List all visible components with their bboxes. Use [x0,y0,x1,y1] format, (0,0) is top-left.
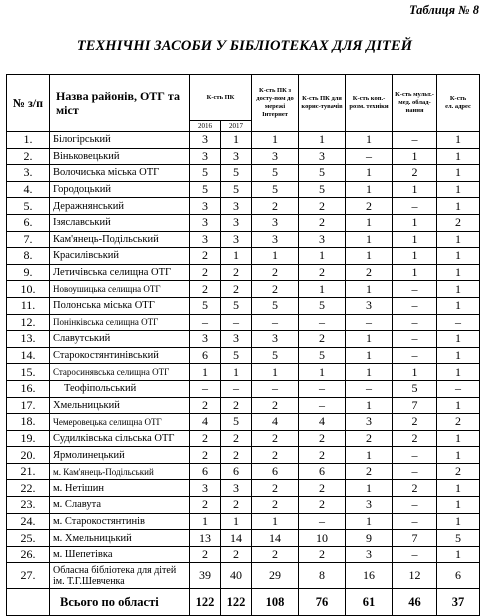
pc-users: 1 [299,132,346,149]
pc-2016: 3 [190,231,221,248]
multimedia: – [393,463,437,480]
pc-internet: 3 [252,148,299,165]
table-row [7,297,480,314]
pc-users: 1 [299,248,346,265]
row-name: м. Хмельницький [50,530,190,547]
e-address: 2 [437,214,480,231]
pc-2017: 1 [221,248,252,265]
multimedia: – [393,281,437,298]
row-number: 21. [7,463,50,480]
pc-2016: 3 [190,148,221,165]
pc-internet: 2 [252,430,299,447]
row-number: 8. [7,248,50,265]
pc-2017: 2 [221,430,252,447]
row-name: Ізяславський [50,214,190,231]
pc-internet: 1 [252,364,299,381]
row-number: 24. [7,513,50,530]
pc-2016: 1 [190,513,221,530]
pc-2017: 5 [221,297,252,314]
pc-2016: 2 [190,546,221,563]
header-copy-tech: К-сть коп.-розм. техніки [346,75,393,132]
pc-users: 6 [299,463,346,480]
row-number: 18. [7,414,50,431]
pc-internet: 2 [252,397,299,414]
total-users: 76 [299,589,346,616]
e-address: 1 [437,513,480,530]
pc-2017: 2 [221,447,252,464]
row-name: Обласна бібліотека для дітей ім. Т.Г.Шевченка [50,563,190,589]
pc-users: – [299,513,346,530]
pc-2016: 4 [190,414,221,431]
multimedia: 12 [393,563,437,589]
table-row [7,513,480,530]
table-row [7,198,480,215]
total-row [7,589,480,616]
pc-2016: 2 [190,447,221,464]
row-number: 17. [7,397,50,414]
row-name: Понінківська селищна ОТГ [50,314,190,331]
pc-internet: 2 [252,281,299,298]
row-name: Новоушицька селищна ОТГ [50,281,190,298]
copy-tech: 9 [346,530,393,547]
multimedia: 1 [393,248,437,265]
pc-internet: 2 [252,546,299,563]
pc-2016: 3 [190,480,221,497]
row-name: Білогірський [50,132,190,149]
total-multimedia: 46 [393,589,437,616]
e-address: 1 [437,231,480,248]
e-address: 1 [437,430,480,447]
pc-internet: 3 [252,331,299,348]
pc-users: 2 [299,546,346,563]
table-row [7,214,480,231]
row-name: м. Славута [50,497,190,514]
row-number: 22. [7,480,50,497]
total-2016: 122 [190,589,221,616]
row-name: м. Шепетівка [50,546,190,563]
row-name: Деражнянський [50,198,190,215]
table-row [7,430,480,447]
header-pc: К-сть ПК [190,75,252,121]
pc-users: 1 [299,364,346,381]
pc-internet: 3 [252,214,299,231]
pc-internet: 2 [252,480,299,497]
multimedia: 7 [393,530,437,547]
row-number: 1. [7,132,50,149]
pc-2017: 5 [221,414,252,431]
table-row [7,563,480,589]
row-number: 16. [7,380,50,397]
pc-2016: 2 [190,248,221,265]
multimedia: – [393,297,437,314]
pc-2017: 40 [221,563,252,589]
pc-2016: 13 [190,530,221,547]
row-name: Кам'янець-Подільський [50,231,190,248]
pc-internet: 4 [252,414,299,431]
row-number: 27. [7,563,50,589]
copy-tech: 1 [346,513,393,530]
copy-tech: 1 [346,248,393,265]
pc-2017: 3 [221,231,252,248]
table-row [7,165,480,182]
pc-users: 1 [299,281,346,298]
total-number [7,589,50,616]
multimedia: 2 [393,480,437,497]
pc-internet: 2 [252,198,299,215]
total-internet: 108 [252,589,299,616]
pc-internet: 1 [252,132,299,149]
pc-users: – [299,397,346,414]
copy-tech: 16 [346,563,393,589]
pc-2016: 2 [190,397,221,414]
pc-users: 4 [299,414,346,431]
pc-2017: – [221,314,252,331]
page-title: ТЕХНІЧНІ ЗАСОБИ У БІБЛІОТЕКАХ ДЛЯ ДІТЕЙ [76,38,413,54]
e-address: 1 [437,165,480,182]
table-row [7,248,480,265]
pc-users: 5 [299,297,346,314]
e-address: 5 [437,530,480,547]
multimedia: 1 [393,364,437,381]
table-row [7,181,480,198]
pc-2016: 1 [190,364,221,381]
table-row [7,231,480,248]
pc-2017: 5 [221,165,252,182]
row-number: 26. [7,546,50,563]
row-name: м. Старокостянтинів [50,513,190,530]
multimedia: 2 [393,430,437,447]
table-row [7,264,480,281]
pc-2016: 2 [190,281,221,298]
row-name: Старокостянтинівський [50,347,190,364]
pc-2017: 1 [221,364,252,381]
pc-2017: 2 [221,281,252,298]
pc-users: 3 [299,231,346,248]
pc-2016: 6 [190,463,221,480]
copy-tech: 3 [346,414,393,431]
pc-internet: 5 [252,347,299,364]
table-row [7,347,480,364]
e-address: 1 [437,397,480,414]
pc-internet: 29 [252,563,299,589]
copy-tech: 3 [346,497,393,514]
pc-2017: 2 [221,397,252,414]
pc-2017: 6 [221,463,252,480]
header-pc-users: К-сть ПК для корис-тувачів [299,75,346,132]
pc-2016: 2 [190,264,221,281]
copy-tech: – [346,380,393,397]
copy-tech: 2 [346,264,393,281]
e-address: 1 [437,181,480,198]
copy-tech: 2 [346,198,393,215]
multimedia: – [393,546,437,563]
multimedia: 1 [393,231,437,248]
table-row [7,132,480,149]
e-address: 1 [437,297,480,314]
e-address: 6 [437,563,480,589]
e-address: 1 [437,148,480,165]
copy-tech: 3 [346,546,393,563]
pc-2016: – [190,314,221,331]
row-number: 9. [7,264,50,281]
row-name: м. Нетішин [50,480,190,497]
pc-2017: 2 [221,546,252,563]
table-row [7,281,480,298]
pc-internet: 2 [252,264,299,281]
table-row [7,447,480,464]
row-number: 19. [7,430,50,447]
pc-internet: 5 [252,181,299,198]
header-pc-internet: К-сть ПК з досту-пом до мережі Інтернет [252,75,299,132]
multimedia: 2 [393,414,437,431]
row-number: 6. [7,214,50,231]
row-number: 3. [7,165,50,182]
pc-2016: 5 [190,297,221,314]
pc-2017: 3 [221,480,252,497]
multimedia: 1 [393,264,437,281]
pc-internet: 1 [252,513,299,530]
copy-tech: 1 [346,480,393,497]
row-number: 7. [7,231,50,248]
multimedia: 5 [393,380,437,397]
pc-2016: 3 [190,331,221,348]
pc-2017: 1 [221,132,252,149]
row-name: Красилівський [50,248,190,265]
e-address: 1 [437,447,480,464]
pc-2016: 6 [190,347,221,364]
pc-users: – [299,380,346,397]
row-number: 25. [7,530,50,547]
e-address: 1 [437,248,480,265]
pc-users: 2 [299,430,346,447]
e-address: 2 [437,463,480,480]
e-address: 2 [437,414,480,431]
row-name: Судилківська сільська ОТГ [50,430,190,447]
table-row [7,546,480,563]
pc-internet: 5 [252,297,299,314]
pc-2016: 5 [190,181,221,198]
table-body [7,132,480,589]
pc-internet: 5 [252,165,299,182]
pc-users: 2 [299,497,346,514]
row-number: 15. [7,364,50,381]
multimedia: – [393,347,437,364]
table-row [7,397,480,414]
table-row [7,380,480,397]
header-multimedia: К-сть мульт.-мед. облад-нання [393,75,437,132]
multimedia: – [393,314,437,331]
row-number: 23. [7,497,50,514]
multimedia: – [393,513,437,530]
e-address: 1 [437,347,480,364]
row-name: Віньковецький [50,148,190,165]
pc-users: 2 [299,198,346,215]
pc-users: 3 [299,148,346,165]
row-number: 12. [7,314,50,331]
pc-2016: – [190,380,221,397]
row-name: м. Кам'янець-Подільський [50,463,190,480]
pc-2017: 3 [221,198,252,215]
pc-internet: 1 [252,248,299,265]
table-row [7,331,480,348]
pc-internet: 2 [252,447,299,464]
copy-tech: 1 [346,364,393,381]
multimedia: 1 [393,148,437,165]
pc-2017: 2 [221,264,252,281]
e-address: – [437,314,480,331]
pc-2016: 39 [190,563,221,589]
row-number: 10. [7,281,50,298]
multimedia: – [393,132,437,149]
pc-internet: 2 [252,497,299,514]
row-number: 20. [7,447,50,464]
pc-users: 8 [299,563,346,589]
row-number: 14. [7,347,50,364]
e-address: 1 [437,264,480,281]
pc-2016: 3 [190,132,221,149]
copy-tech: 1 [346,281,393,298]
multimedia: – [393,447,437,464]
e-address: 1 [437,480,480,497]
table-row [7,314,480,331]
pc-2016: 5 [190,165,221,182]
copy-tech: – [346,314,393,331]
pc-2017: – [221,380,252,397]
copy-tech: 1 [346,397,393,414]
copy-tech: 1 [346,447,393,464]
pc-2017: 3 [221,148,252,165]
copy-tech: 3 [346,297,393,314]
pc-2016: 3 [190,214,221,231]
e-address: 1 [437,281,480,298]
row-name: Ярмолинецький [50,447,190,464]
multimedia: – [393,497,437,514]
pc-2017: 2 [221,497,252,514]
row-name: Чемеровецька селищна ОТГ [50,414,190,431]
pc-users: – [299,314,346,331]
total-label: Всього по області [50,589,190,616]
pc-users: 5 [299,165,346,182]
row-number: 4. [7,181,50,198]
pc-2017: 1 [221,513,252,530]
row-name: Городоцький [50,181,190,198]
table-row [7,148,480,165]
table-row [7,463,480,480]
e-address: 1 [437,364,480,381]
pc-users: 2 [299,214,346,231]
pc-internet: 14 [252,530,299,547]
row-name: Хмельницький [50,397,190,414]
copy-tech: 1 [346,132,393,149]
header-year-2017: 2017 [221,121,252,132]
e-address: 1 [437,497,480,514]
row-number: 11. [7,297,50,314]
header-e-address: К-сть ел. адрес [437,75,480,132]
e-address: – [437,380,480,397]
multimedia: 1 [393,181,437,198]
header-year-2016: 2016 [190,121,221,132]
e-address: 1 [437,546,480,563]
pc-2016: 2 [190,430,221,447]
copy-tech: 1 [346,331,393,348]
row-name: Летичівська селищна ОТГ [50,264,190,281]
e-address: 1 [437,132,480,149]
pc-internet: – [252,314,299,331]
copy-tech: 1 [346,347,393,364]
table-row [7,414,480,431]
row-name: Старосинявська селищна ОТГ [50,364,190,381]
pc-internet: 6 [252,463,299,480]
pc-users: 2 [299,264,346,281]
pc-2017: 3 [221,331,252,348]
total-2017: 122 [221,589,252,616]
multimedia: 1 [393,214,437,231]
pc-internet: – [252,380,299,397]
row-number: 5. [7,198,50,215]
pc-2017: 3 [221,214,252,231]
row-name: Теофіпольський [50,380,190,397]
pc-users: 5 [299,181,346,198]
table-row [7,364,480,381]
pc-users: 5 [299,347,346,364]
multimedia: – [393,198,437,215]
row-name: Полонська міська ОТГ [50,297,190,314]
pc-users: 2 [299,480,346,497]
row-name: Славутський [50,331,190,348]
total-e-address: 37 [437,589,480,616]
multimedia: 7 [393,397,437,414]
technical-means-table [6,74,480,616]
copy-tech: 1 [346,214,393,231]
pc-users: 2 [299,447,346,464]
pc-users: 2 [299,331,346,348]
row-name: Волочиська міська ОТГ [50,165,190,182]
pc-users: 10 [299,530,346,547]
multimedia: – [393,331,437,348]
pc-2017: 5 [221,347,252,364]
total-copy-tech: 61 [346,589,393,616]
table-row [7,480,480,497]
copy-tech: 1 [346,181,393,198]
pc-internet: 3 [252,231,299,248]
table-row [7,530,480,547]
row-number: 13. [7,331,50,348]
copy-tech: – [346,148,393,165]
pc-2017: 5 [221,181,252,198]
copy-tech: 1 [346,165,393,182]
header-number: № з/п [7,75,50,132]
e-address: 1 [437,198,480,215]
table-row [7,497,480,514]
pc-2016: 3 [190,198,221,215]
copy-tech: 1 [346,231,393,248]
copy-tech: 2 [346,463,393,480]
row-number: 2. [7,148,50,165]
copy-tech: 2 [346,430,393,447]
table-caption: Таблиця № 8 [408,3,479,17]
pc-2016: 2 [190,497,221,514]
header-name: Назва районів, ОТГ та міст [50,75,190,132]
pc-2017: 14 [221,530,252,547]
multimedia: 2 [393,165,437,182]
e-address: 1 [437,331,480,348]
